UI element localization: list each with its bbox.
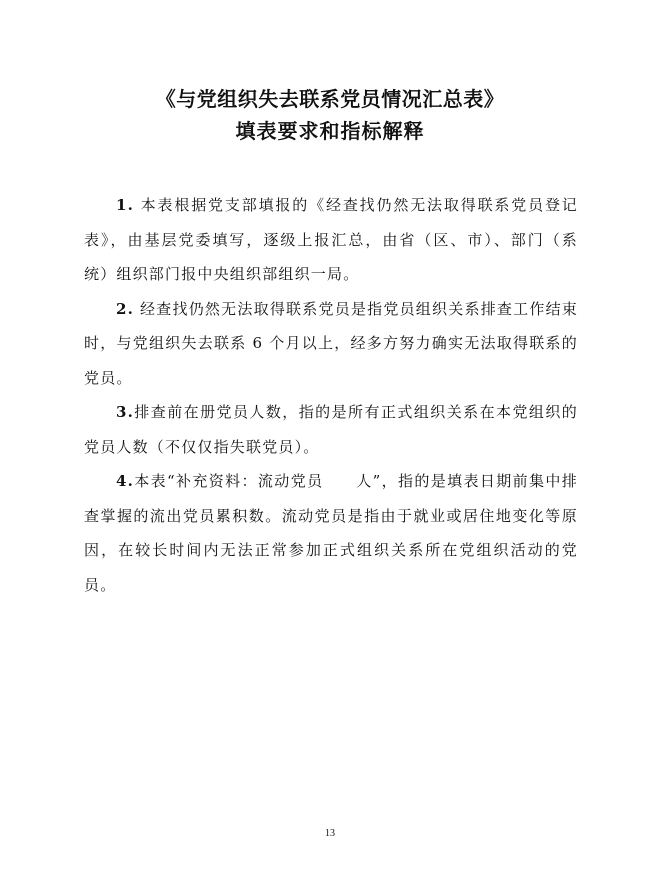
paragraph-text: 经查找仍然无法取得联系党员是指党员组织关系排查工作结束时，与党组织失去联系 6 个月以上，经多方努力确实无法取得联系的党员。 [84, 299, 578, 387]
paragraph-text: 本表“补充资料：流动党员 人”，指的是填表日期前集中排查掌握的流出党员累积数。流动党员是指由于就业或居住地变化等原因，在较长时间内无法正常参加正式组织关系所在党组织活动的党员。 [84, 472, 578, 594]
paragraph-number: 4. [116, 472, 135, 490]
paragraph-2 [84, 292, 578, 396]
paragraph-text: 排查前在册党员人数，指的是所有正式组织关系在本党组织的党员人数（不仅仅指失联党员）。 [84, 403, 578, 456]
paragraph-3 [84, 395, 578, 464]
document-subtitle: 填表要求和指标解释 [235, 119, 425, 143]
paragraph-4 [84, 464, 578, 602]
paragraph-text: 本表根据党支部填报的《经查找仍然无法取得联系党员登记表》，由基层党委填写，逐级上报汇总，由省（区、市）、部门（系统）组织部门报中央组织部组织一局。 [84, 196, 578, 283]
paragraph-number: 2. [116, 299, 135, 318]
document-title: 《与党组织失去联系党员情况汇总表》 [155, 87, 505, 111]
paragraph-1 [84, 188, 578, 292]
paragraph-number: 3. [116, 403, 135, 421]
document-body [84, 188, 578, 602]
page-number: 13 [325, 828, 335, 839]
paragraph-number: 1. [116, 196, 135, 214]
